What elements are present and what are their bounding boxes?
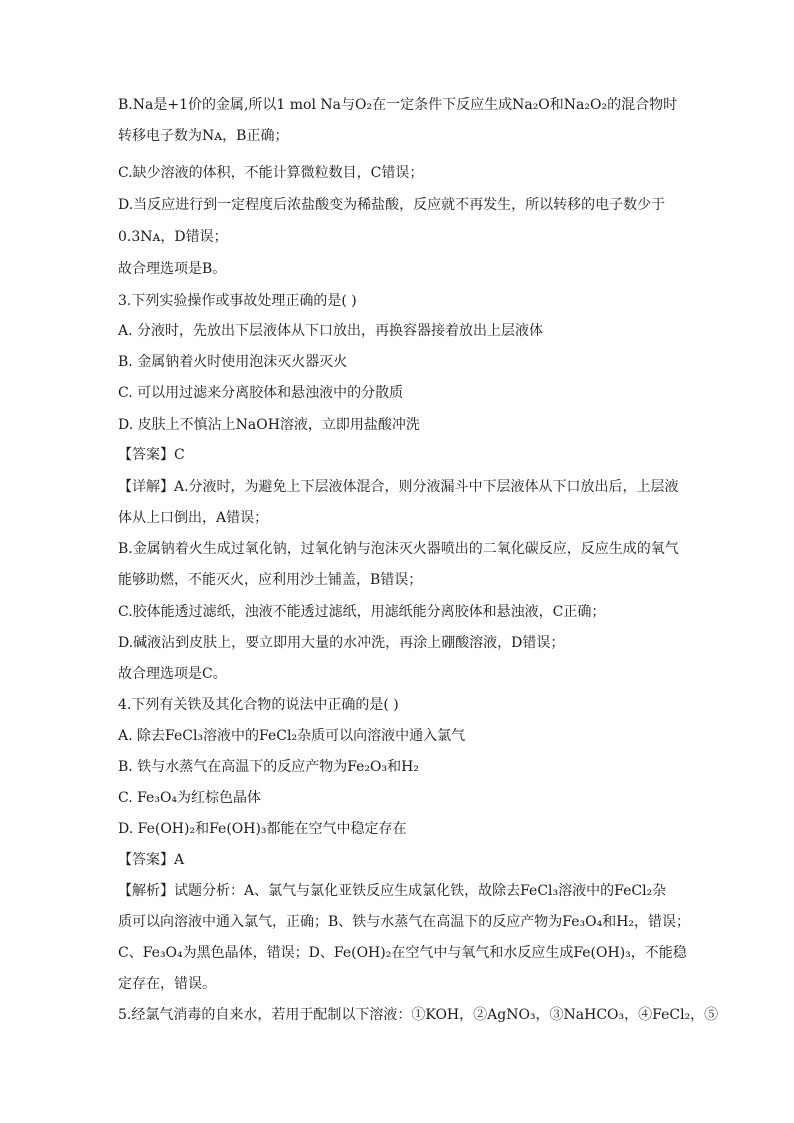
answer-label: 【答案】A [118, 852, 185, 868]
text-line: 故合理选项是B。 [118, 261, 227, 277]
analysis-line: 【解析】试题分析：A、氯气与氯化亚铁反应生成氯化铁，故除去FeCl₃溶液中的FeCl₂杂 [118, 883, 667, 899]
question-stem: 4.下列有关铁及其化合物的说法中正确的是( ) [118, 697, 399, 713]
option-b: B. 铁与水蒸气在高温下的反应产物为Fe₂O₃和H₂ [118, 759, 419, 775]
option-d: D. 皮肤上不慎沾上NaOH溶液，立即用盐酸冲洗 [118, 417, 420, 433]
option-b: B. 金属钠着火时使用泡沫灭火器灭火 [118, 354, 348, 370]
option-d: D. Fe(OH)₂和Fe(OH)₃都能在空气中稳定存在 [118, 821, 407, 837]
option-a: A. 分液时，先放出下层液体从下口放出，再换容器接着放出上层液体 [118, 323, 544, 339]
question-stem: 3.下列实验操作或事故处理正确的是( ) [118, 293, 357, 309]
answer-label: 【答案】C [118, 447, 185, 463]
explanation-line: 体从上口倒出，A错误； [118, 510, 269, 526]
explanation-line: C.胶体能透过滤纸，浊液不能透过滤纸，用滤纸能分离胶体和悬浊液，C正确； [118, 604, 606, 620]
question-stem: 5.经氯气消毒的自来水，若用于配制以下溶液：①KOH，②AgNO₃，③NaHCO₃，④FeCl₂，⑤ [118, 1007, 719, 1023]
text-line: 故合理选项是C。 [118, 666, 227, 682]
option-a: A. 除去FeCl₃溶液中的FeCl₂杂质可以向溶液中通入氯气 [118, 728, 466, 744]
text-line: 转移电子数为Nᴀ，B正确； [118, 128, 289, 144]
option-c: C. Fe₃O₄为红棕色晶体 [118, 790, 262, 806]
analysis-line: C、Fe₃O₄为黑色晶体，错误；D、Fe(OH)₂在空气中与氧气和水反应生成Fe(OH)₃，不能稳 [118, 945, 687, 961]
text-line: C.缺少溶液的体积，不能计算微粒数目，C错误； [118, 165, 424, 181]
explanation-line: 【详解】A.分液时，为避免上下层液体混合，则分液漏斗中下层液体从下口放出后，上层液 [118, 479, 679, 495]
option-c: C. 可以用过滤来分离胶体和悬浊液中的分散质 [118, 385, 404, 401]
explanation-line: 能够助燃，不能灭火，应利用沙土铺盖，B错误； [118, 572, 423, 588]
explanation-line: B.金属钠着火生成过氧化钠，过氧化钠与泡沫灭火器喷出的二氧化碳反应，反应生成的氧气 [118, 541, 679, 557]
analysis-line: 定存在，错误。 [118, 976, 216, 992]
text-line: B.Na是+1价的金属,所以1 mol Na与O₂在一定条件下反应生成Na₂O和Na₂O₂的混合物时 [118, 97, 678, 113]
text-line: 0.3Nᴀ，D错误； [118, 229, 228, 245]
explanation-line: D.碱液沾到皮肤上，要立即用大量的水冲洗，再涂上硼酸溶液，D错误； [118, 635, 565, 651]
text-line: D.当反应进行到一定程度后浓盐酸变为稀盐酸，反应就不再发生，所以转移的电子数少于 [118, 197, 666, 213]
analysis-line: 质可以向溶液中通入氯气，正确；B、铁与水蒸气在高温下的反应产物为Fe₃O₄和H₂，错误； [118, 914, 691, 930]
